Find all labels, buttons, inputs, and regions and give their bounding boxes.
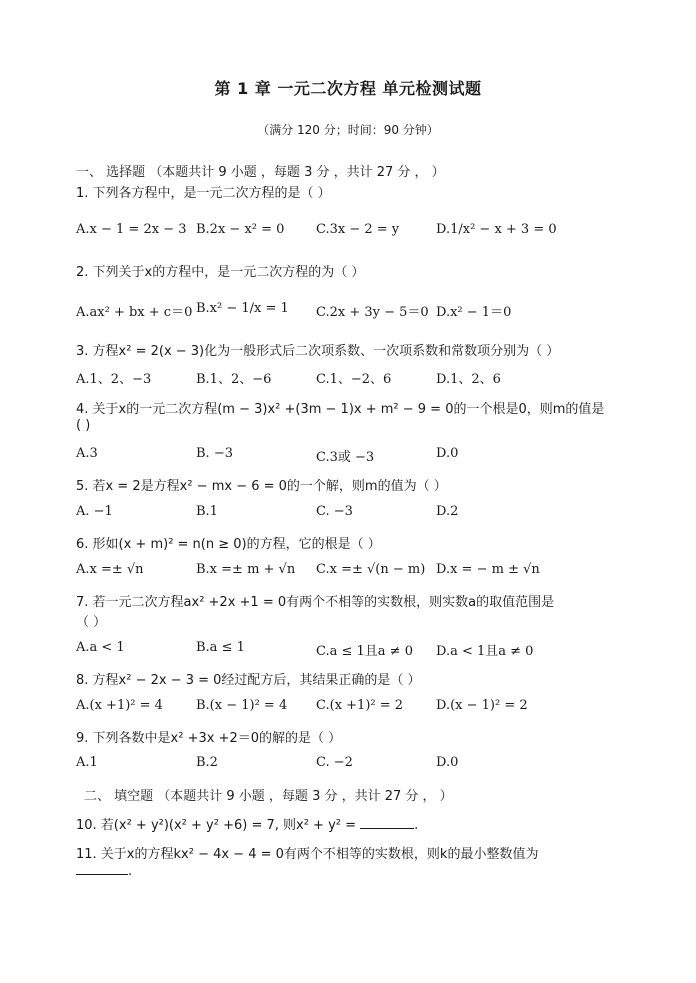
question-9-option-d: D.0 bbox=[436, 755, 459, 770]
question-1-stem: 1. 下列各方程中，是一元二次方程的是（ ） bbox=[76, 186, 331, 201]
question-11-text: 11. 关于x的方程kx² − 4x − 4 = 0有两个不相等的实数根，则k的最小整数值为 bbox=[76, 847, 539, 862]
question-6-option-a: A.x =± √n bbox=[76, 562, 144, 577]
question-2-option-b: B.x² − 1/x = 1 bbox=[196, 301, 289, 316]
question-10-text: 10. 若(x² + y²)(x² + y² +6) = 7, 则x² + y² = bbox=[76, 818, 357, 833]
question-1-option-c: C.3x − 2 = y bbox=[316, 222, 400, 237]
question-3-option-b: B.1、2、−6 bbox=[196, 372, 272, 387]
question-6-stem: 6. 形如(x + m)² = n(n ≥ 0)的方程，它的根是（ ） bbox=[76, 537, 381, 552]
question-2-option-a: A.ax² + bx + c＝0 bbox=[76, 305, 193, 320]
question-4-option-d: D.0 bbox=[436, 446, 459, 461]
question-6-option-b: B.x =± m + √n bbox=[196, 562, 296, 577]
question-5-option-a: A. −1 bbox=[76, 504, 113, 519]
question-9-stem: 9. 下列各数中是x² +3x +2＝0的解的是（ ） bbox=[76, 731, 342, 746]
question-2-option-c: C.2x + 3y − 5＝0 bbox=[316, 305, 429, 320]
question-9-option-c: C. −2 bbox=[316, 755, 353, 770]
question-4-paren: ( ) bbox=[76, 418, 91, 433]
question-10 bbox=[76, 814, 418, 833]
question-9-option-b: B.2 bbox=[196, 755, 218, 770]
question-5-stem: 5. 若x = 2是方程x² − mx − 6 = 0的一个解，则m的值为（ ） bbox=[76, 479, 447, 494]
question-3-stem: 3. 方程x² = 2(x − 3)化为一般形式后二次项系数、一次项系数和常数项分别为（ ） bbox=[76, 344, 560, 359]
question-3-option-c: C.1、−2、6 bbox=[316, 372, 392, 387]
question-8-option-c: C.(x +1)² = 2 bbox=[316, 698, 404, 713]
question-8-option-b: B.(x − 1)² = 4 bbox=[196, 698, 288, 713]
question-2-option-d: D.x² − 1＝0 bbox=[436, 305, 512, 320]
question-3-option-d: D.1、2、6 bbox=[436, 372, 501, 387]
question-6-option-d: D.x = − m ± √n bbox=[436, 562, 540, 577]
question-4-option-b: B. −3 bbox=[196, 446, 233, 461]
question-5-option-c: C. −3 bbox=[316, 504, 353, 519]
answer-blank-11[interactable] bbox=[76, 873, 128, 875]
question-1-option-b: B.2x − x² = 0 bbox=[196, 222, 285, 237]
question-7-option-b: B.a ≤ 1 bbox=[196, 640, 245, 655]
question-6-option-c: C.x =± √(n − m) bbox=[316, 562, 426, 577]
question-7-paren: （ ） bbox=[76, 615, 107, 630]
answer-blank-10[interactable] bbox=[360, 827, 414, 829]
question-11-end: . bbox=[128, 864, 133, 879]
question-2-stem: 2. 下列关于x的方程中，是一元二次方程的为（ ） bbox=[76, 265, 365, 280]
question-4-option-c: C.3或 −3 bbox=[316, 450, 375, 465]
question-8-option-d: D.(x − 1)² = 2 bbox=[436, 698, 528, 713]
question-7-stem: 7. 若一元二次方程ax² +2x +1 = 0有两个不相等的实数根，则实数a的取值范围是 bbox=[76, 595, 555, 610]
question-8-stem: 8. 方程x² − 2x − 3 = 0经过配方后，其结果正确的是（ ） bbox=[76, 673, 421, 688]
question-7-option-a: A.a < 1 bbox=[76, 640, 125, 655]
question-1-option-d: D.1/x² − x + 3 = 0 bbox=[436, 222, 557, 237]
question-9-option-a: A.1 bbox=[76, 755, 98, 770]
page-title: 第 1 章 一元二次方程 单元检测试题 bbox=[214, 79, 482, 98]
question-10-end: . bbox=[414, 818, 419, 833]
question-11-blank-line bbox=[76, 864, 132, 879]
section-heading-fill: 二、 填空题 （本题共计 9 小题 ，每题 3 分 ，共计 27 分 ， ） bbox=[84, 789, 453, 804]
question-4-option-a: A.3 bbox=[76, 446, 98, 461]
question-5-option-d: D.2 bbox=[436, 504, 459, 519]
question-4-stem: 4. 关于x的一元二次方程(m − 3)x² +(3m − 1)x + m² − 9 = 0的一个根是0，则m的值是 bbox=[76, 402, 605, 417]
question-8-option-a: A.(x +1)² = 4 bbox=[76, 698, 163, 713]
question-7-option-c: C.a ≤ 1且a ≠ 0 bbox=[316, 644, 413, 659]
exam-meta: （满分 120 分；时间：90 分钟） bbox=[257, 123, 439, 137]
question-5-option-b: B.1 bbox=[196, 504, 218, 519]
question-1-option-a: A.x − 1 = 2x − 3 bbox=[76, 222, 187, 237]
section-heading-choice: 一、 选择题 （本题共计 9 小题 ，每题 3 分 ，共计 27 分 ， ） bbox=[76, 165, 445, 180]
question-7-option-d: D.a < 1且a ≠ 0 bbox=[436, 644, 534, 659]
question-3-option-a: A.1、2、−3 bbox=[76, 372, 152, 387]
